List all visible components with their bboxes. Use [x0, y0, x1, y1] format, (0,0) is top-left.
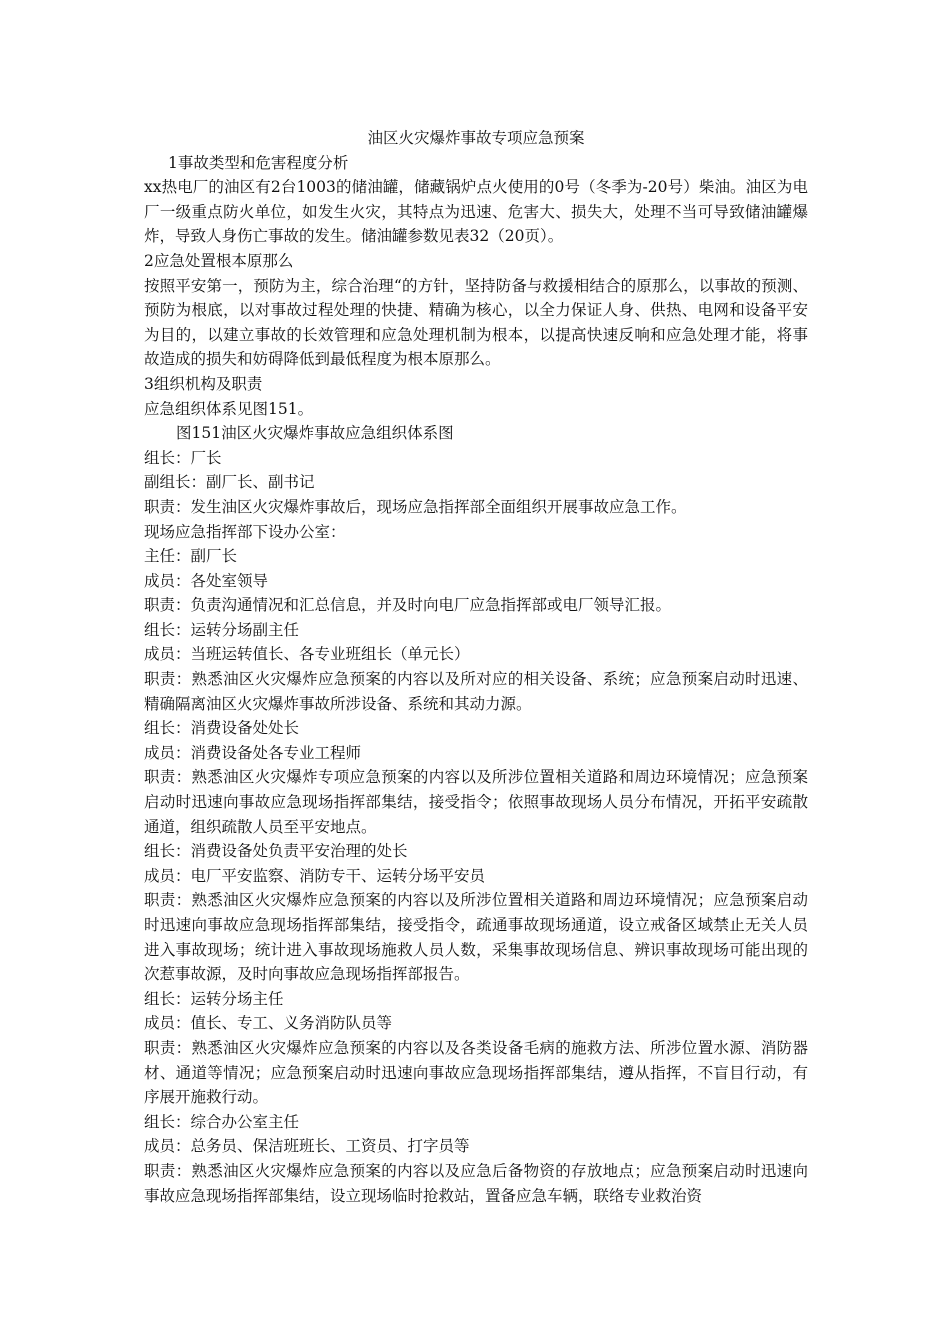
document-body — [144, 126, 808, 1208]
paragraph: 组长：厂长 — [144, 448, 222, 467]
paragraph: xx热电厂的油区有2台1003的储油罐，储藏锅炉点火使用的0号（冬季为-20号）柴油。油区为电厂一级重点防火单位，如发生火灾，其特点为迅速、危害大、损失大，处理不当可导致储油罐爆炸，导致人身伤亡事故的发生。储油罐参数见表32（20页）。 — [144, 178, 808, 246]
paragraph: 成员：值长、专工、义务消防队员等 — [144, 1014, 393, 1033]
document-title: 油区火灾爆炸事故专项应急预案 — [367, 129, 585, 147]
paragraph: 成员：电厂平安监察、消防专干、运转分场平安员 — [144, 866, 486, 885]
paragraph: 成员：消费设备处各专业工程师 — [144, 743, 362, 762]
paragraph: 应急组织体系见图151。 — [144, 399, 314, 418]
paragraph: 组长：消费设备处负责平安治理的处长 — [144, 842, 408, 861]
paragraph: 组长：运转分场主任 — [144, 989, 284, 1008]
paragraph: 3组织机构及职责 — [144, 374, 263, 393]
paragraph: 副组长：副厂长、副书记 — [144, 473, 315, 492]
paragraph: 2应急处置根本原那么 — [144, 251, 294, 270]
paragraph: 主任：副厂长 — [144, 547, 238, 566]
paragraph: 按照平安第一，预防为主，综合治理“的方针，坚持防备与救援相结合的原那么，以事故的预测、预防为根底，以对事故过程处理的快捷、精确为核心，以全力保证人身、供热、电网和设备平安为目的，以建立事故的长效管理和应急处理机制为根本，以提高快速反响和应急处理才能，将事故造成的损失和妨碍降低到最低程度为根本原那么。 — [144, 276, 808, 369]
paragraph: 现场应急指挥部下设办公室： — [144, 522, 346, 541]
document-paragraphs — [144, 151, 808, 1209]
paragraph: 图151油区火灾爆炸事故应急组织体系图 — [176, 424, 454, 443]
paragraph: 成员：当班运转值长、各专业班组长（单元长） — [144, 645, 470, 664]
paragraph: 职责：发生油区火灾爆炸事故后，现场应急指挥部全面组织开展事故应急工作。 — [144, 497, 687, 516]
paragraph: 职责：熟悉油区火灾爆炸专项应急预案的内容以及所涉位置相关道路和周边环境情况；应急预案启动时迅速向事故应急现场指挥部集结，接受指令；依照事故现场人员分布情况，开拓平安疏散通道，组织疏散人员至平安地点。 — [144, 768, 808, 836]
paragraph: 成员：总务员、保洁班班长、工资员、打字员等 — [144, 1137, 470, 1156]
paragraph: 组长：运转分场副主任 — [144, 620, 300, 639]
paragraph: 组长：消费设备处处长 — [144, 719, 300, 738]
paragraph: 组长：综合办公室主任 — [144, 1112, 300, 1131]
paragraph: 职责：熟悉油区火灾爆炸应急预案的内容以及各类设备毛病的施救方法、所涉位置水源、消防器材、通道等情况；应急预案启动时迅速向事故应急现场指挥部集结，遵从指挥，不盲目行动，有序展开施救行动。 — [144, 1038, 808, 1107]
paragraph: 职责：负责沟通情况和汇总信息，并及时向电厂应急指挥部或电厂领导汇报。 — [144, 596, 672, 615]
paragraph: 职责：熟悉油区火灾爆炸应急预案的内容以及所对应的相关设备、系统；应急预案启动时迅速、精确隔离油区火灾爆炸事故所涉设备、系统和其动力源。 — [144, 670, 808, 713]
paragraph: 成员：各处室领导 — [144, 571, 269, 590]
paragraph: 1事故类型和危害程度分析 — [168, 153, 349, 172]
paragraph: 职责：熟悉油区火灾爆炸应急预案的内容以及应急后备物资的存放地点；应急预案启动时迅速向事故应急现场指挥部集结，设立现场临时抢救站，置备应急车辆，联络专业救治资 — [144, 1161, 808, 1205]
paragraph: 职责：熟悉油区火灾爆炸应急预案的内容以及所涉位置相关道路和周边环境情况；应急预案启动时迅速向事故应急现场指挥部集结，接受指令，疏通事故现场通道，设立戒备区域禁止无关人员进入事故现场；统计进入事故现场施救人员人数，采集事故现场信息、辨识事故现场可能出现的次惹事故源，及时向事故应急现场指挥部报告。 — [144, 891, 808, 984]
